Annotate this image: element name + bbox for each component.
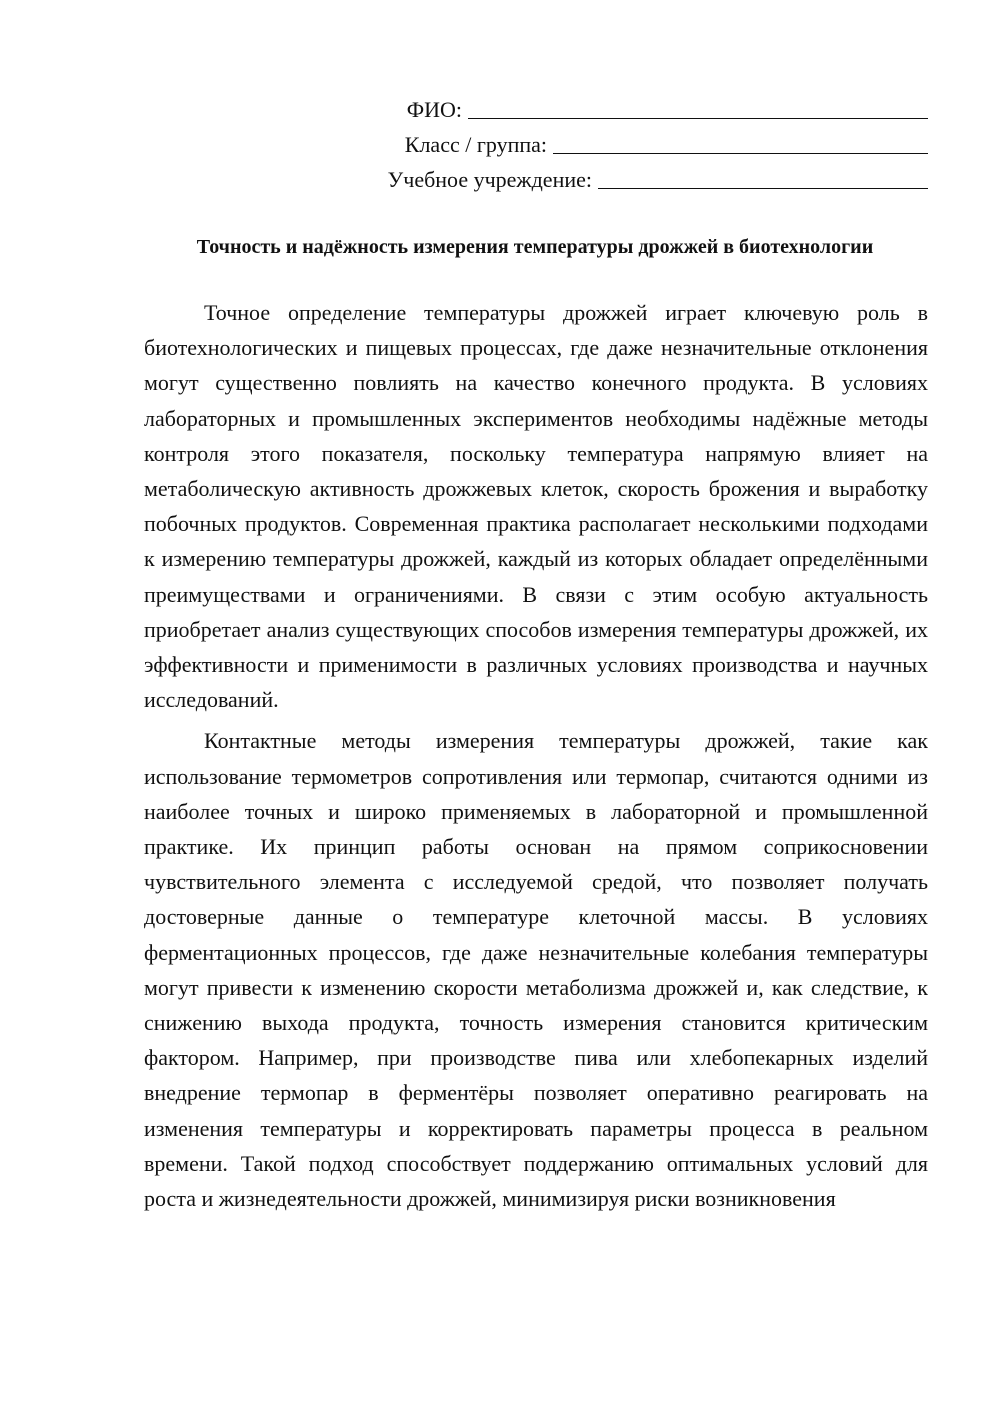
- class-label: Класс / группа:: [404, 132, 547, 157]
- fio-blank-line[interactable]: [468, 117, 928, 119]
- paragraph-1: Точное определение температуры дрожжей играет ключевую роль в биотехнологических и пищевых процессах, где даже незначительные отклонения могут существенно повлиять на качество конечного продукта. В условиях лабораторных и промышленных экспериментов необходимы надёжные методы контроля этого показателя, поскольку температура напрямую влияет на метаболическую активность дрожжевых клеток, скорость брожения и выработку побочных продуктов. Современная практика располагает несколькими подходами к измерению температуры дрожжей, каждый из которых обладает определёнными преимуществами и ограничениями. В связи с этим особую актуальность приобретает анализ существующих способов измерения температуры дрожжей, их эффективности и применимости в различных условиях производства и научных исследований.: [144, 300, 928, 713]
- institution-row: [328, 162, 928, 197]
- institution-blank-line[interactable]: [598, 187, 928, 189]
- fio-label: ФИО:: [406, 97, 462, 122]
- class-row: [328, 127, 928, 162]
- class-blank-line[interactable]: [553, 152, 928, 154]
- fio-row: [328, 92, 928, 127]
- document-body: [144, 295, 928, 1222]
- document-title: Точность и надёжность измерения температуры дрожжей в биотехнологии: [196, 236, 874, 258]
- paragraph-2: Контактные методы измерения температуры дрожжей, такие как использование термометров сопротивления или термопар, считаются одними из наиболее точных и широко применяемых в лабораторной и промышленной практике. Их принцип работы основан на прямом соприкосновении чувствительного элемента с исследуемой средой, что позволяет получать достоверные данные о температуре клеточной массы. В условиях ферментационных процессов, где даже незначительные колебания температуры могут привести к изменению скорости метаболизма дрожжей и, как следствие, к снижению выхода продукта, точность измерения становится критическим фактором. Например, при производстве пива или хлебопекарных изделий внедрение термопар в ферментёры позволяет оперативно реагировать на изменения температуры и корректировать параметры процесса в реальном времени. Такой подход способствует поддержанию оптимальных условий для роста и жизнедеятельности дрожжей, минимизируя риски возникновения: [144, 728, 928, 1212]
- institution-label: Учебное учреждение:: [387, 167, 592, 192]
- student-info-header: [328, 92, 928, 197]
